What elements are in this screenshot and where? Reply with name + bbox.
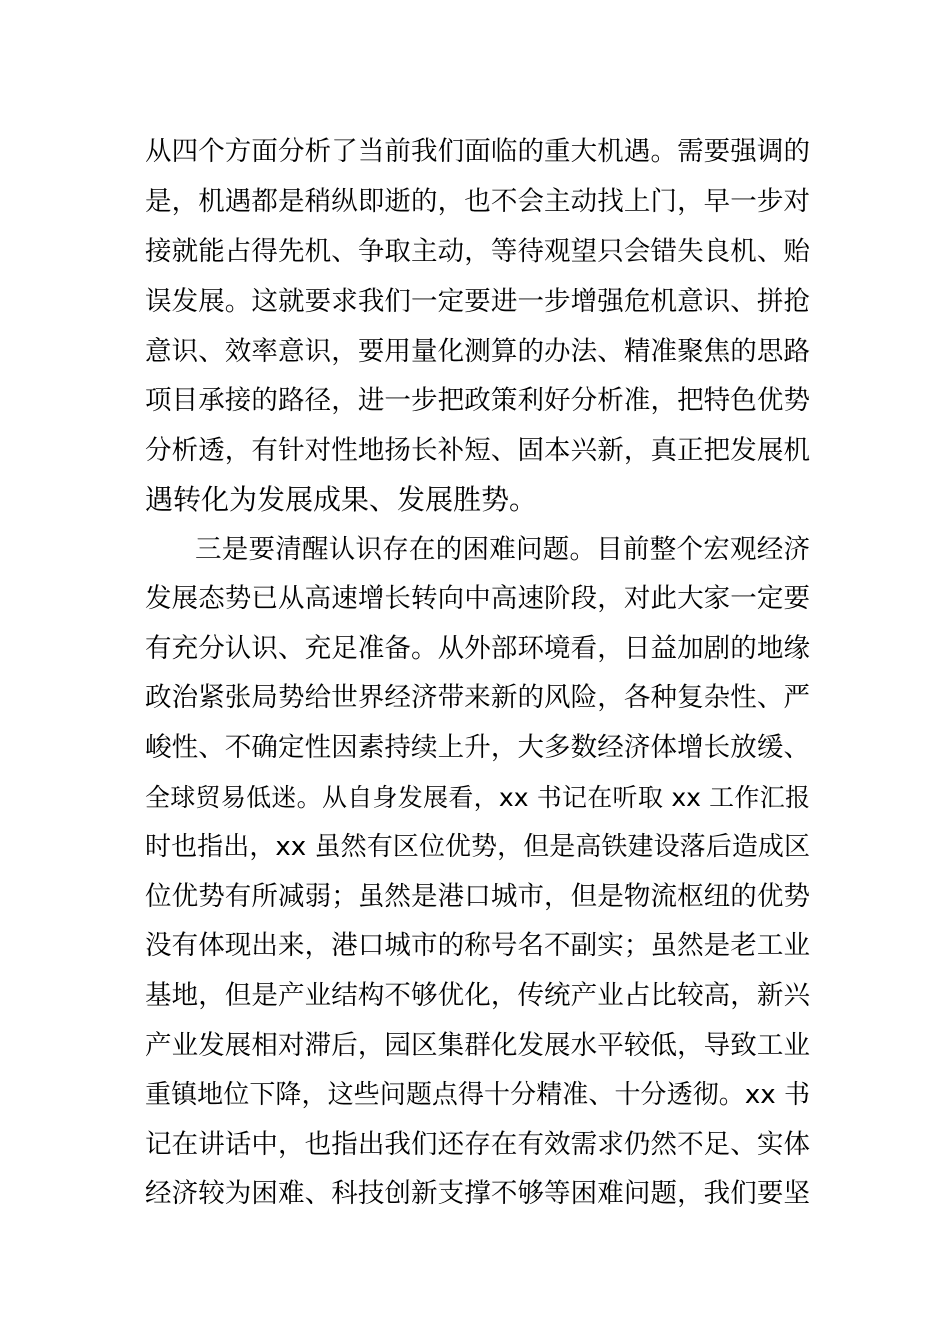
text-line: 意识、效率意识，要用量化测算的办法、精准聚焦的思路 bbox=[145, 336, 810, 367]
paragraph-first-line: 三是要清醒认识存在的困难问题。目前整个宏观经济 bbox=[195, 534, 810, 565]
text-line: 重镇地位下降，这些问题点得十分精准、十分透彻。xx 书 bbox=[145, 1080, 810, 1110]
text-line: 经济较为困难、科技创新支撑不够等困难问题，我们要坚 bbox=[145, 1178, 810, 1209]
text-line: 记在讲话中，也指出我们还存在有效需求仍然不足、实体 bbox=[145, 1129, 810, 1160]
text-line: 发展态势已从高速增长转向中高速阶段，对此大家一定要 bbox=[145, 583, 810, 614]
text-line: 分析透，有针对性地扬长补短、固本兴新，真正把发展机 bbox=[145, 435, 810, 466]
text-line: 有充分认识、充足准备。从外部环境看，日益加剧的地缘 bbox=[145, 633, 810, 664]
text-line: 没有体现出来，港口城市的称号名不副实；虽然是老工业 bbox=[145, 930, 810, 961]
text-line: 产业发展相对滞后，园区集群化发展水平较低，导致工业 bbox=[145, 1030, 810, 1061]
text-line: 误发展。这就要求我们一定要进一步增强危机意识、拼抢 bbox=[145, 286, 810, 317]
text-line: 政治紧张局势给世界经济带来新的风险，各种复杂性、严 bbox=[145, 682, 810, 713]
text-line: 项目承接的路径，进一步把政策利好分析准，把特色优势 bbox=[145, 385, 810, 416]
text-line: 峻性、不确定性因素持续上升，大多数经济体增长放缓、 bbox=[145, 732, 810, 763]
text-line: 从四个方面分析了当前我们面临的重大机遇。需要强调的 bbox=[145, 136, 810, 167]
text-line: 遇转化为发展成果、发展胜势。 bbox=[145, 483, 538, 516]
text-line: 时也指出，xx 虽然有区位优势，但是高铁建设落后造成区 bbox=[145, 832, 810, 862]
text-line: 全球贸易低迷。从自身发展看，xx 书记在听取 xx 工作汇报 bbox=[145, 783, 810, 812]
text-line: 位优势有所减弱；虽然是港口城市，但是物流枢纽的优势 bbox=[145, 881, 810, 912]
text-line: 是，机遇都是稍纵即逝的，也不会主动找上门，早一步对 bbox=[145, 186, 810, 217]
text-line: 接就能占得先机、争取主动，等待观望只会错失良机、贻 bbox=[145, 236, 810, 267]
text-line: 基地，但是产业结构不够优化，传统产业占比较高，新兴 bbox=[145, 980, 810, 1011]
